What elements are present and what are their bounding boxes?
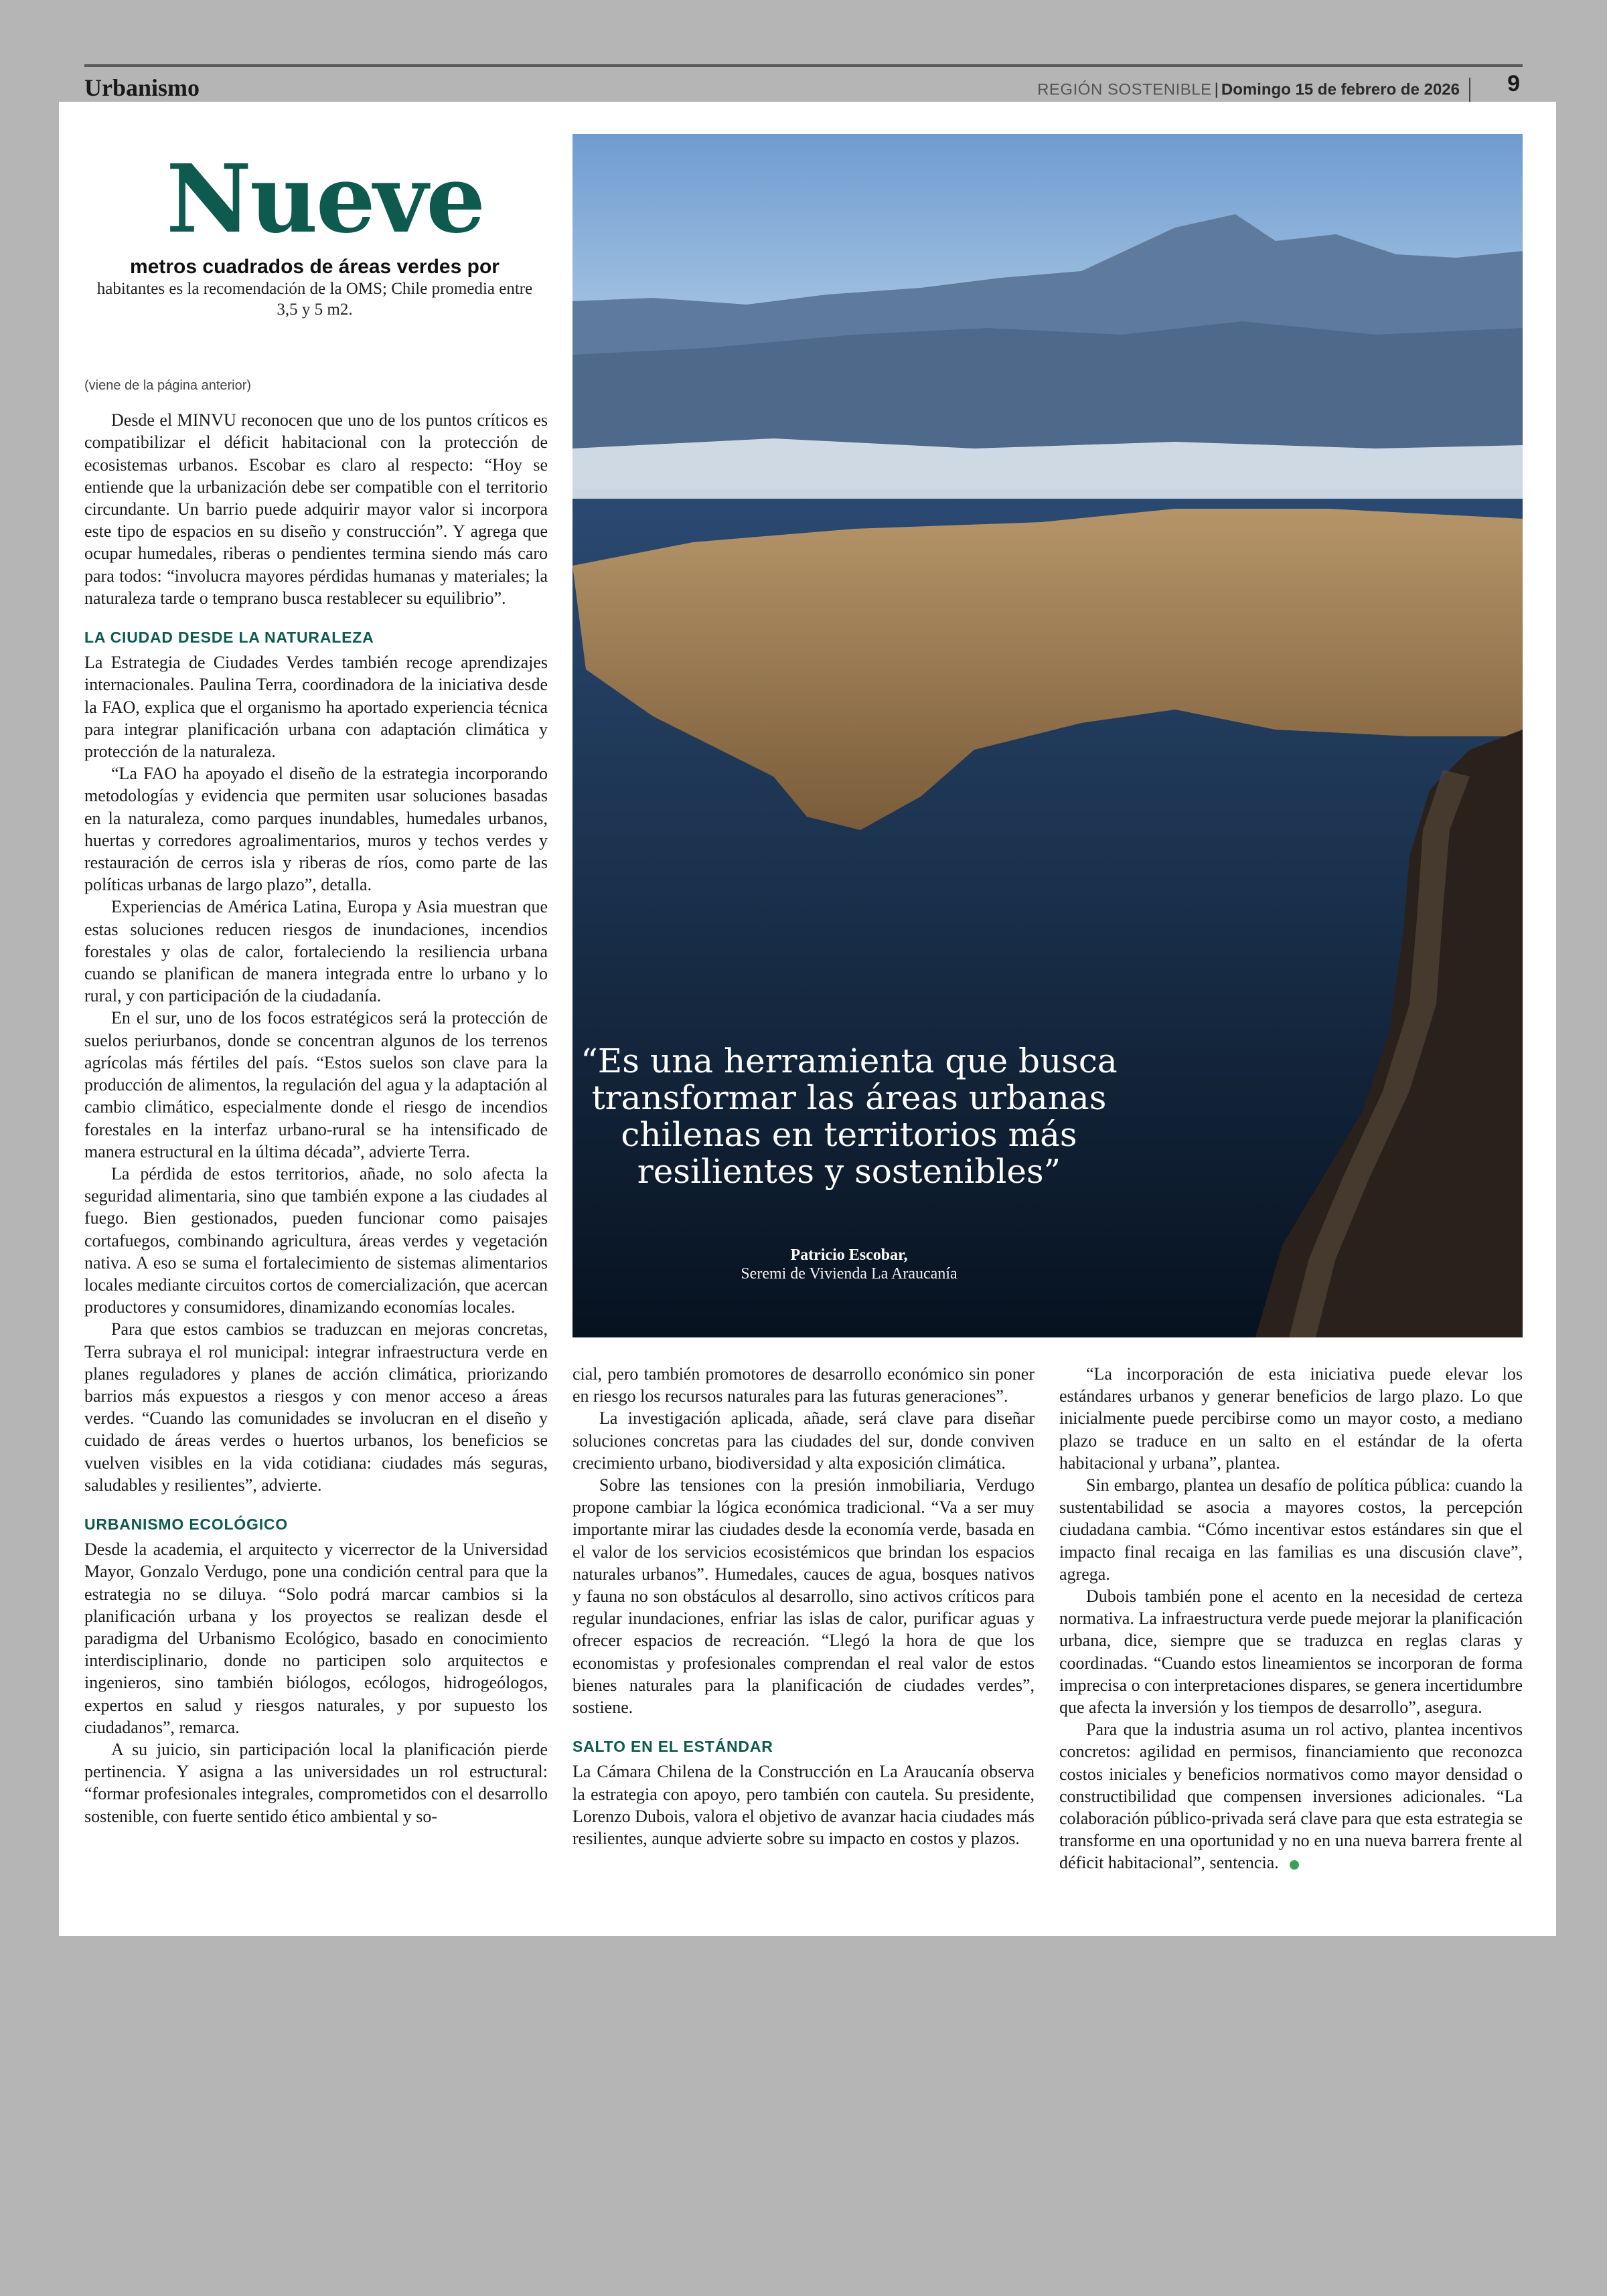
paragraph: Sin embargo, plantea un desafío de política pública: cuando la sustentabilidad se asocia a mayores costos, la percepción ciudadana cambia. “Cómo incentivar estos estándares sin que el impacto final recaiga en las familias es una discusión clave”, agrega. (1059, 1475, 1523, 1584)
paragraph: cial, pero también promotores de desarrollo económico sin poner en riesgo los recursos naturales para las futuras generaciones”. (572, 1364, 1035, 1406)
paragraph: En el sur, uno de los focos estratégicos será la protección de suelos periurbanos, donde se concentran algunos de los terrenos agrícolas más fértiles del país. “Estos suelos son clave para la producción de alimentos, la regulación del agua y la adaptación al cambio climático, especialmente donde el riesgo de incendios forestales en la interfaz urbano-rural se ha intensificado de manera estructural en la última década”, advierte Terra. (84, 1008, 548, 1161)
paragraph: La Estrategia de Ciudades Verdes también recoge aprendizajes internacionales. Paulina Terra, coordinadora de la iniciativa desde la FAO, explica que el organismo ha aportado experiencia técnica para integrar planificación urbana con adaptación climática y protección de la naturaleza. (84, 653, 548, 762)
final-paragraph-text: Para que la industria asuma un rol activo, plantea incentivos concretos: agilidad en permisos, financiamiento que reconozca costos iniciales y beneficios normativos como mayor densidad o constructibilidad que compensen inversiones adicionales. “La colaboración público-privada será clave para que esta estrategia se transforme en una oportunidad y no en una nueva barrera frente al déficit habitacional”, sentencia. (1059, 1720, 1523, 1873)
running-head: REGIÓN SOSTENIBLE | Domingo 15 de febrero de 2026 (1037, 78, 1480, 103)
paragraph: Desde el MINVU reconocen que uno de los puntos críticos es compatibilizar el déficit habitacional con la protección de ecosistemas urbanos. Escobar es claro al respecto: “Hoy se entiende que la urbanización debe ser compatible con el territorio circundante. Un barrio puede adquirir mayor valor si incorpora este tipo de espacios en su diseño y construcción”. Y agrega que ocupar humedales, riberas o pendientes termina siendo más caro para todos: “involucra mayores pérdidas humanas y materiales; la naturaleza tarde o temprano busca restablecer su equilibrio”. (84, 410, 548, 608)
article-column-2 (572, 1363, 1035, 1850)
paragraph: Para que estos cambios se traduzcan en mejoras concretas, Terra subraya el rol municipal: integrar infraestructura verde en planes reguladores y planes de acción climática, priorizando barrios más expuestos a riesgos y con menor acceso a áreas verdes. “Cuando las comunidades se involucran en el diseño y cuidado de áreas verdes o huertos urbanos, los beneficios se vuelven visibles en la vida cotidiana: ciudades más seguras, saludables y resilientes”, advierte. (84, 1319, 548, 1495)
continued-note: (viene de la página anterior) (84, 378, 252, 393)
paragraph: Dubois también pone el acento en la necesidad de certeza normativa. La infraestructura verde puede mejorar la planificación urbana, dice, siempre que se traduzca en reglas claras y coordinadas. “Cuando estos lineamientos se incorporan de forma imprecisa o con interpretaciones dispares, se genera incertidumbre que afecta la inversión y los tiempos de desarrollo”, asegura. (1059, 1586, 1523, 1718)
page-number: 9 (1507, 71, 1520, 96)
pull-quote: “Es una herramienta que busca transformar las áreas urbanas chilenas en territorios más resilientes y sostenibles” (581, 1042, 1118, 1191)
paragraph: “La incorporación de esta iniciativa puede elevar los estándares urbanos y generar beneficios de largo plazo. Lo que inicialmente puede percibirse como un mayor costo, a mediano plazo se traduce en un salto en el estándar de la oferta habitacional y urbana”, plantea. (1059, 1364, 1523, 1473)
article-column-3 (1059, 1363, 1523, 1874)
article-column-1 (84, 375, 548, 1827)
quote-role: Seremi de Vivienda La Araucanía (741, 1265, 958, 1283)
paragraph: La pérdida de estos territorios, añade, no solo afecta la seguridad alimentaria, sino que también expone a las ciudades al fuego. Bien gestionados, pueden funcionar como paisajes cortafuegos, combinando agricultura, áreas verdes y vegetación nativa. A eso se suma el fortalecimiento de sistemas alimentarios locales mediante circuitos cortos de comercialización, que acercan productores y consumidores, dinamizando economías locales. (84, 1163, 548, 1317)
issue-date: Domingo 15 de febrero de 2026 (1221, 80, 1460, 99)
section-label: Urbanismo (84, 74, 200, 101)
highlight-subtitle: habitantes es la recomendación de la OMS; Chile promedia entre 3,5 y 5 m2. (96, 280, 533, 319)
publication-name: REGIÓN SOSTENIBLE (1037, 80, 1212, 99)
paragraph: “La FAO ha apoyado el diseño de la estrategia incorporando metodologías y evidencia que permiten usar soluciones basadas en la naturaleza, como parques inundables, humedales urbanos, huertas y corredores agroalimentarios, muros y techos verdes y restauración de cerros isla y riberas de ríos, como parte de las políticas urbanas de largo plazo”, detalla. (84, 764, 548, 895)
quote-author: Patricio Escobar, (790, 1246, 908, 1264)
paragraph: La Cámara Chilena de la Construcción en La Araucanía observa la estrategia con apoyo, pero también con cautela. Su presidente, Lorenzo Dubois, valora el objetivo de avanzar hacia ciudades más resilientes, aunque advierte sobre su impacto en costos y plazos. (572, 1762, 1035, 1849)
paragraph: Sobre las tensiones con la presión inmobiliaria, Verdugo propone cambiar la lógica económica tradicional. “Va a ser muy importante mirar las ciudades desde la economía verde, basada en el valor de los servicios ecosistémicos que brindan los espacios naturales urbanos”. Humedales, cauces de agua, bosques nativos y fauna no son obstáculos al desarrollo, sino activos críticos para regular inundaciones, enfriar las islas de calor, purificar aguas y ofrecer espacios de recreación. “Llegó la hora de que los economistas y profesionales comprendan el real valor de estos bienes naturales para la planificación de ciudades verdes”, sostiene. (572, 1475, 1035, 1718)
paragraph: Experiencias de América Latina, Europa y Asia muestran que estas soluciones reducen riesgos de inundaciones, incendios forestales y olas de calor, fortaleciendo la resiliencia urbana cuando se planifican de manera integrada entre lo urbano y lo rural, y con participación de la ciudadanía. (84, 897, 548, 1006)
paragraph: La investigación aplicada, añade, será clave para diseñar soluciones concretas para las ciudades del sur, donde conviven crecimiento urbano, biodiversidad y alta exposición climática. (572, 1408, 1035, 1473)
subheading: LA CIUDAD DESDE LA NATURALEZA (84, 629, 374, 647)
paragraph (1059, 1718, 1523, 1874)
paragraph: Desde la academia, el arquitecto y vicerrector de la Universidad Mayor, Gonzalo Verdugo, pone una condición central para que la estrategia no se diluya. “Solo podrá marcar cambios si la planificación urbana y los proyectos se realizan desde el paradigma del Urbanismo Ecológico, basado en conocimiento interdisciplinario, donde no participen solo arquitectos e ingenieros, sino también biólogos, ecólogos, hidrogeólogos, expertos en salud y riesgos naturales, y por supuesto los ciudadanos”, remarca. (84, 1540, 548, 1737)
end-mark-icon (1290, 1860, 1299, 1870)
header-rule (84, 64, 1523, 67)
highlight-number: Nueve (166, 145, 484, 254)
highlight-subtitle-bold: metros cuadrados de áreas verdes por (130, 256, 500, 278)
subheading: SALTO EN EL ESTÁNDAR (572, 1738, 773, 1756)
subheading: URBANISMO ECOLÓGICO (84, 1515, 288, 1533)
paragraph: A su juicio, sin participación local la planificación pierde pertinencia. Y asigna a las universidades un rol estructural: “formar profesionales integrales, comprometidos con el desarrollo sostenible, con fuerte sentido ético ambiental y so- (84, 1739, 548, 1826)
